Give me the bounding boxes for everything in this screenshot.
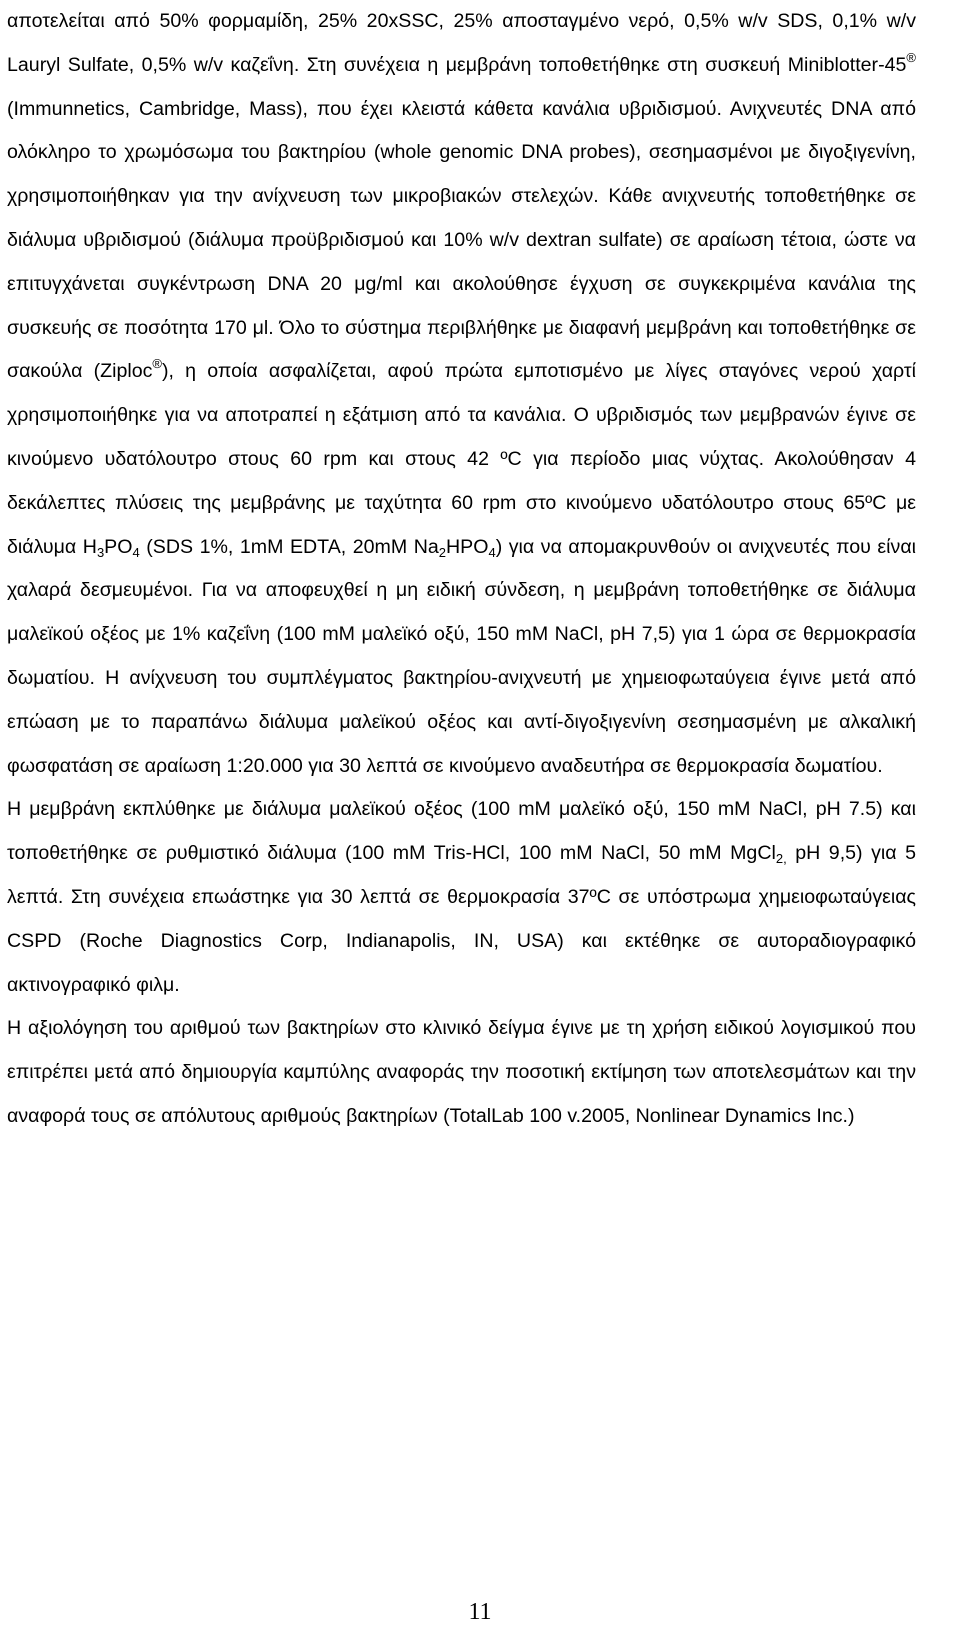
paragraph-washing (7, 788, 916, 1007)
text-run: PO (104, 535, 133, 558)
registered-mark: ® (152, 356, 163, 372)
text-run: Στη συνέχεια η μεμβράνη τοποθετήθηκε στη συσκευή Miniblotter-45 (306, 53, 907, 76)
subscript: 4 (132, 544, 140, 560)
text-run: (Immunnetics, Cambridge, Mass), που έχει κλειστά κάθετα κανάλια υβριδισμού. Ανιχνευτές DNA από ολόκληρο το χρωμόσωμα του βακτηρίου (whole genomic DNA probes), σεσημασμένοι με διγοξιγενίνη, χρησιμοποιήθηκαν για την ανίχνευση των μικροβιακών στελεχών. Κάθε ανιχνευτής τοποθετήθηκε σε διάλυμα υβριδισμού (διάλυμα προϋβριδισμού και 10% w/v dextran sulfate) σε αραίωση τέτοια, ώστε να επιτυγχάνεται συγκέντρωση DNA 20 μg/ml και ακολούθησε έγχυση σε συγκεκριμένα κανάλια της συσκευής σε ποσότητα 170 μl. Όλο το σύστημα περιβλήθηκε με διαφανή μεμβράνη και τοποθετήθηκε σε σακούλα (Ziploc (7, 97, 916, 383)
document-body (7, 0, 916, 1139)
paragraph-hybridization (7, 0, 916, 788)
subscript: 3 (96, 544, 105, 560)
subscript: 2, (775, 851, 787, 867)
page-number: 11 (468, 1599, 492, 1625)
subscript: 2 (438, 544, 446, 560)
subscript: 4 (488, 544, 496, 560)
text-run: αποτελείται από 50% φορμαμίδη, 25% 20xSSC, 25% αποσταγμένο νερό, 0,5% w/v SDS, 0,1% w/v Lauryl Sulfate, 0,5% w/v καζεΐνη. (7, 10, 916, 76)
paragraph-evaluation (7, 1007, 916, 1138)
text-run: HPO (446, 535, 489, 558)
text-run: Η μεμβράνη εκπλύθηκε με διάλυμα μαλεϊκού οξέος (100 mM μαλεϊκό οξύ, 150 mM NaCl, pH 7.5) και τοποθετήθηκε σε ρυθμιστικό διάλυμα (100 mM Tris-HCl, 100 mM NaCl, 50 mM MgCl (7, 798, 916, 865)
text-run: ) για να απομακρυνθούν οι ανιχνευτές που είναι χαλαρά δεσμευμένοι. Για να αποφευχθεί η μη ειδική σύνδεση, η μεμβράνη τοποθετήθηκε σε διάλυμα μαλεϊκού οξέος με 1% καζεΐνη (100 mM μαλεϊκό οξύ, 150 mM NaCl, pH 7,5) για 1 ώρα σε θερμοκρασία δωματίου. Η ανίχνευση του συμπλέγματος βακτηρίου-ανιχνευτή με χημειοφωταύγεια έγινε μετά από επώαση με το παραπάνω διάλυμα μαλεϊκού οξέος και αντί-διγοξιγενίνη σεσημασμένη με αλκαλική φωσφατάση σε αραίωση 1:20.000 για 30 λεπτά σε κινούμενο αναδευτήρα σε θερμοκρασία δωματίου. (7, 535, 916, 777)
text-run: Η αξιολόγηση του αριθμού των βακτηρίων στο κλινικό δείγμα έγινε με τη χρήση ειδικού λογισμικού που επιτρέπει μετά από δημιουργία καμπύλης αναφοράς την ποσοτική εκτίμηση των αποτελεσμάτων και την αναφορά τους σε απόλυτους αριθμούς βακτηρίων (TotalLab 100 v.2005, Nonlinear Dynamics Inc.) (7, 1017, 916, 1127)
text-run: ), η οποία ασφαλίζεται, αφού πρώτα εμποτισμένο με λίγες σταγόνες νερού χαρτί χρησιμοποιήθηκε για να αποτραπεί η εξάτμιση από τα κανάλια. Ο υβριδισμός των μεμβρανών έγινε σε κινούμενο υδατόλουτρο στους 60 rpm και στους 42 ºC για περίοδο μιας νύχτας. Ακολούθησαν 4 δεκάλεπτες πλύσεις της μεμβράνης με ταχύτητα 60 rpm στο κινούμενο υδατόλουτρο στους 65ºC με διάλυμα H (7, 360, 917, 558)
text-run: (SDS 1%, 1mM EDTA, 20mM Na (139, 535, 439, 558)
registered-mark: ® (906, 49, 916, 65)
text-run: pH 9,5) για 5 λεπτά. Στη συνέχεια επωάστηκε για 30 λεπτά σε θερμοκρασία 37ºC σε υπόστρωμα χημειοφωταύγειας CSPD (Roche Diagnostics Corp, Indianapolis, IN, USA) και εκτέθηκε σε αυτοραδιογραφικό ακτινογραφικό φιλμ. (7, 842, 916, 996)
